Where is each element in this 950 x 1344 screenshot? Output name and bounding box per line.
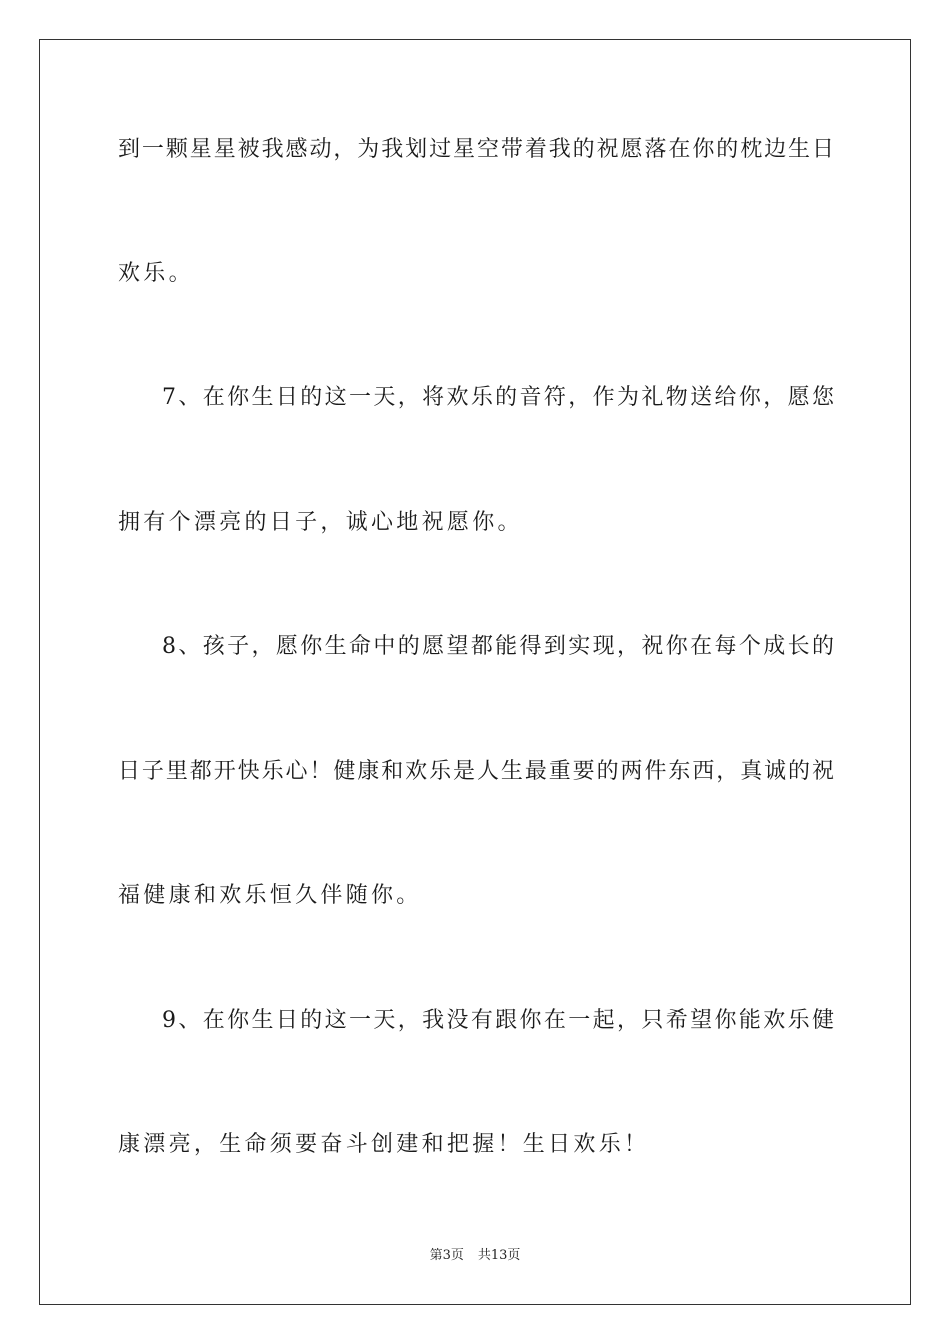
text-line: 9、在你生日的这一天，我没有跟你在一起，只希望你能欢乐健 <box>162 1008 834 1033</box>
page-border <box>39 39 911 1305</box>
text-line: 拥有个漂亮的日子，诚心地祝愿你。 <box>118 510 523 535</box>
page-total: 共13页 <box>477 1248 521 1263</box>
text-line: 福健康和欢乐恒久伴随你。 <box>118 883 422 908</box>
text-line: 7、在你生日的这一天，将欢乐的音符，作为礼物送给你，愿您 <box>162 385 834 410</box>
text-line: 欢乐。 <box>118 261 194 286</box>
page-footer <box>0 1247 950 1265</box>
text-line: 康漂亮，生命须要奋斗创建和把握！生日欢乐！ <box>118 1132 650 1157</box>
text-line: 到一颗星星被我感动，为我划过星空带着我的祝愿落在你的枕边生日 <box>118 137 834 162</box>
text-line: 日子里都开快乐心！健康和欢乐是人生最重要的两件东西，真诚的祝 <box>118 759 834 784</box>
page-number: 第3页 <box>429 1248 464 1263</box>
text-line: 8、孩子，愿你生命中的愿望都能得到实现，祝你在每个成长的 <box>162 634 834 659</box>
